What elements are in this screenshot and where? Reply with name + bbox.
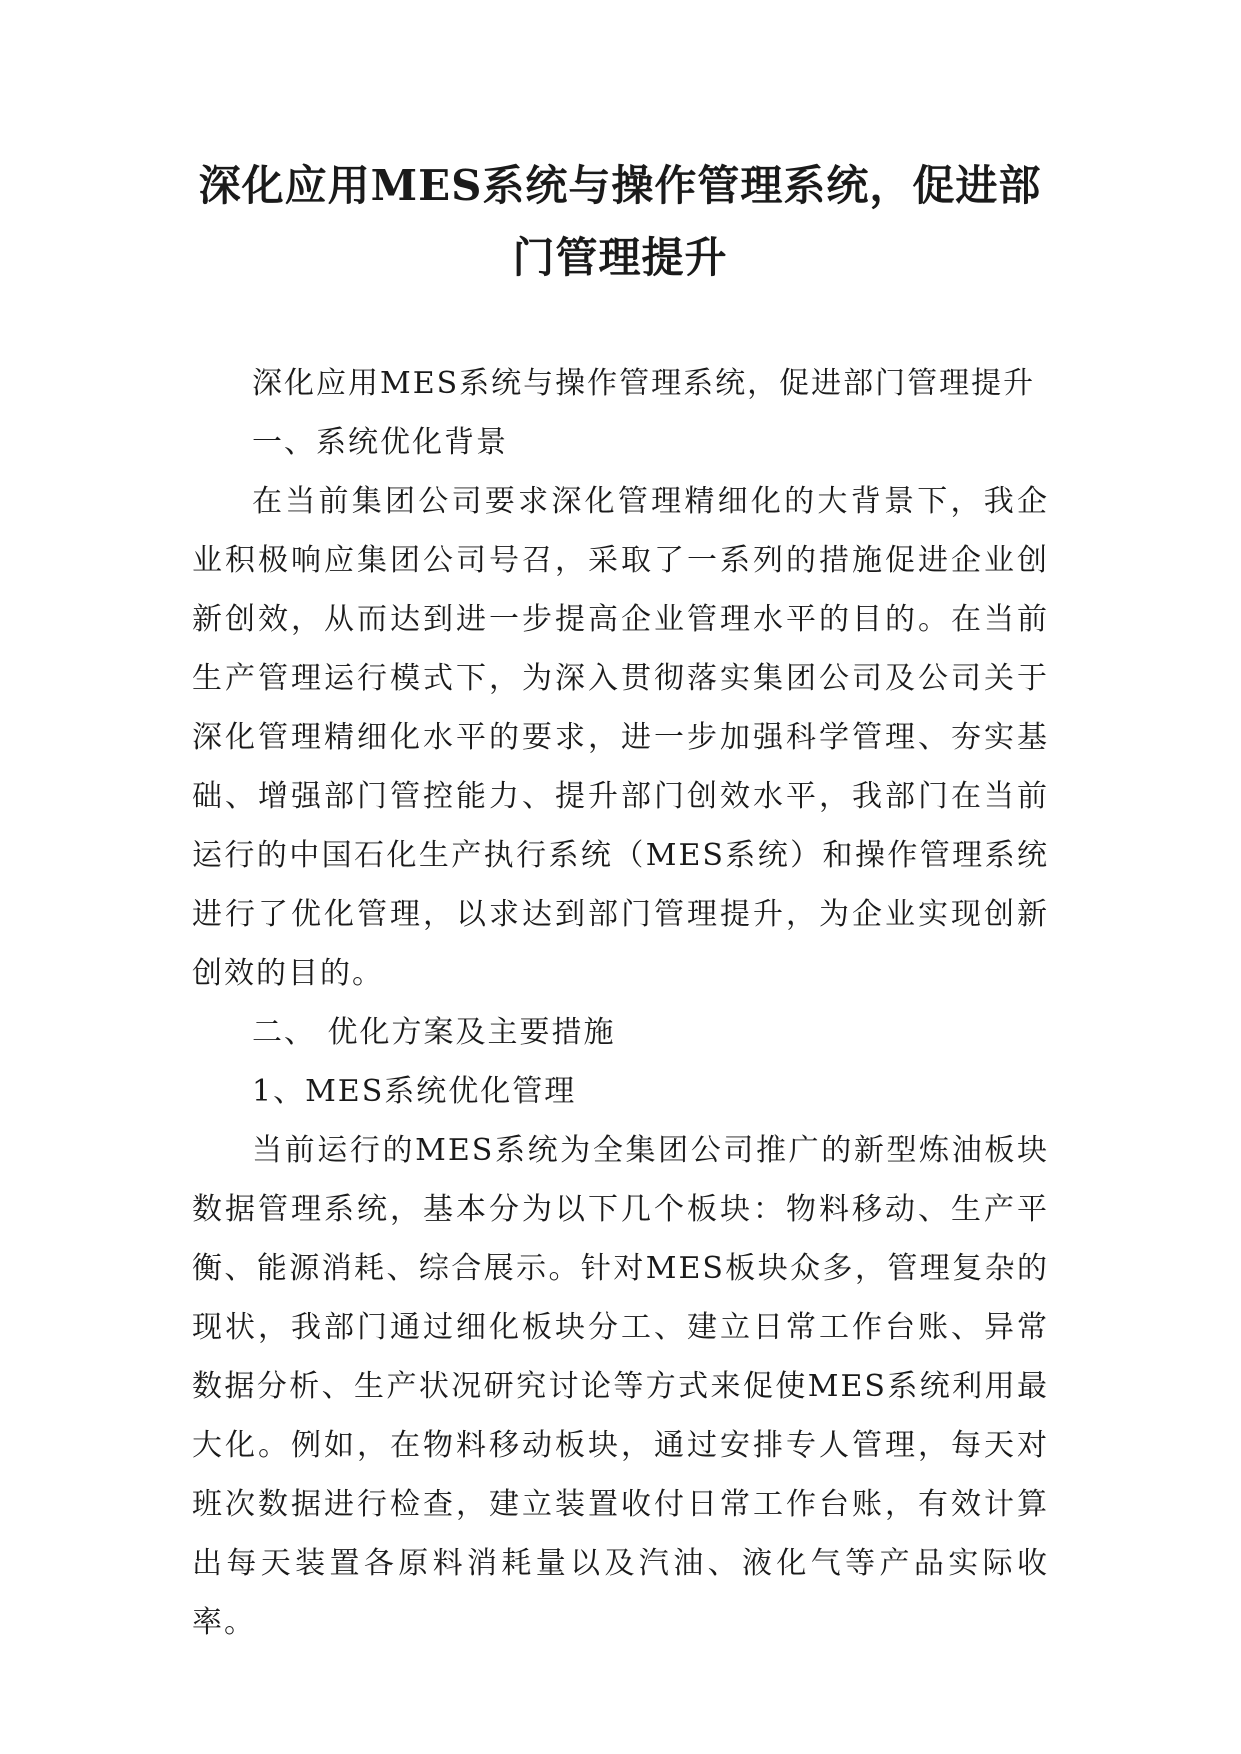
document-title: 深化应用MES系统与操作管理系统，促进部门管理提升 [198, 161, 1042, 282]
subsection-heading-mes: 1、MES系统优化管理 [252, 1074, 577, 1109]
paragraph-background: 在当前集团公司要求深化管理精细化的大背景下，我企业积极响应集团公司号召，采取了一系列的措施促进企业创新创效，从而达到进一步提高企业管理水平的目的。在当前生产管理运行模式下，为深入贯彻落实集团公司及公司关于深化管理精细化水平的要求，进一步加强科学管理、夯实基础、增强部门管控能力、提升部门创效水平，我部门在当前运行的中国石化生产执行系统（MES系统）和操作管理系统进行了优化管理，以求达到部门管理提升，为企业实现创新创效的目的。 [192, 484, 1049, 991]
paragraph-repeat-title: 深化应用MES系统与操作管理系统，促进部门管理提升 [252, 366, 1036, 401]
section-heading-background: 一、系统优化背景 [252, 425, 508, 460]
paragraph-mes: 当前运行的MES系统为全集团公司推广的新型炼油板块数据管理系统，基本分为以下几个板块：物料移动、生产平衡、能源消耗、综合展示。针对MES板块众多，管理复杂的现状，我部门通过细化板块分工、建立日常工作台账、异常数据分析、生产状况研究讨论等方式来促使MES系统利用最大化。例如，在物料移动板块，通过安排专人管理，每天对班次数据进行检查，建立装置收付日常工作台账，有效计算出每天装置各原料消耗量以及汽油、液化气等产品实际收率。 [192, 1133, 1049, 1640]
document-body [192, 354, 1049, 1652]
section-heading-measures: 二、 优化方案及主要措施 [252, 1015, 616, 1050]
